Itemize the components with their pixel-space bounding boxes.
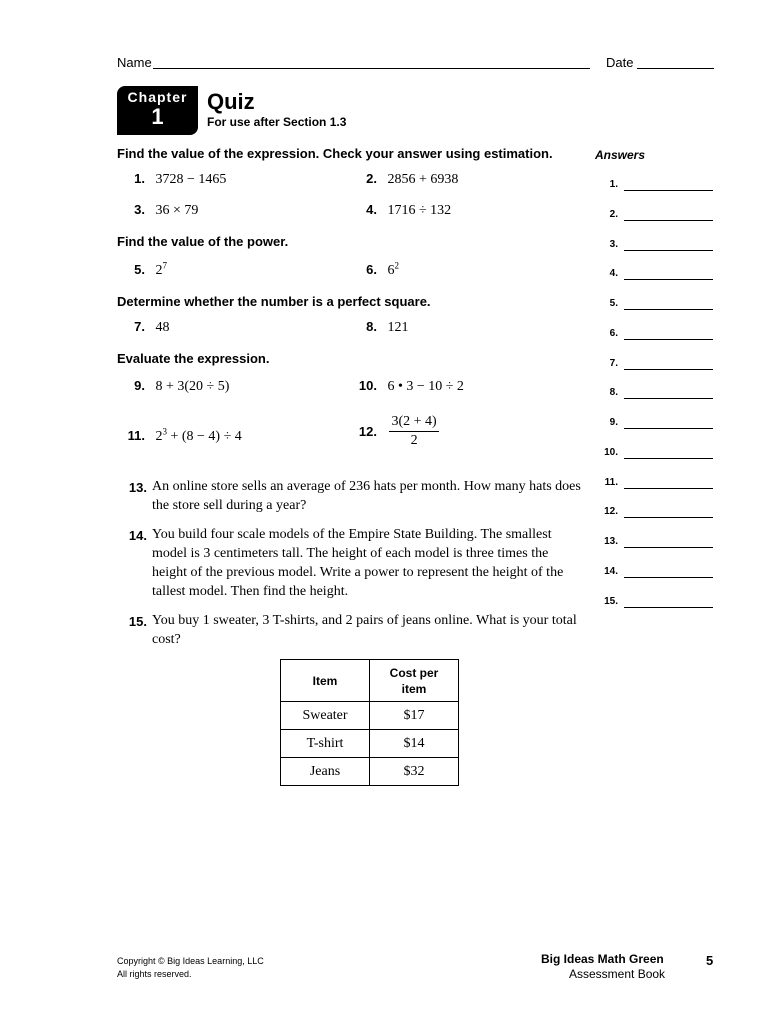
problem-8	[349, 318, 408, 336]
answer-row-5	[596, 298, 716, 312]
problem-7	[117, 318, 169, 336]
book-name: Big Ideas Math Green	[541, 952, 664, 966]
instruction-3: Determine whether the number is a perfect square.	[117, 294, 431, 309]
answer-label: 9.	[609, 417, 618, 428]
problem-number: 9.	[134, 378, 145, 393]
table-cell: Jeans	[281, 758, 370, 786]
table-row	[281, 758, 459, 786]
instruction-4: Evaluate the expression.	[117, 351, 270, 366]
problem-expression: 8 + 3(20 ÷ 5)	[155, 379, 230, 394]
answer-row-10	[596, 447, 716, 461]
problem-4	[349, 201, 451, 219]
problem-number: 10.	[358, 378, 377, 393]
answer-blank[interactable]	[624, 369, 713, 370]
answer-label: 13.	[604, 536, 618, 547]
problem-text: An online store sells an average of 236 hats per month. How many hats does the store sell during a year?	[152, 479, 581, 513]
table-cell: $17	[370, 702, 459, 730]
copyright	[117, 955, 264, 981]
table-cell: T-shirt	[281, 730, 370, 758]
answer-label: 3.	[609, 239, 618, 250]
instruction-2: Find the value of the power.	[117, 234, 289, 249]
answer-label: 5.	[609, 298, 618, 309]
answer-blank[interactable]	[624, 279, 713, 280]
power-base: 6	[387, 262, 395, 278]
answer-row-2	[596, 209, 716, 223]
problem-text: You buy 1 sweater, 3 T-shirts, and 2 pairs of jeans online. What is your total cost?	[152, 613, 577, 647]
answer-blank[interactable]	[624, 309, 713, 310]
answer-row-15	[596, 596, 716, 610]
answer-label: 10.	[604, 447, 618, 458]
word-problem-14	[117, 525, 587, 603]
problem-9	[117, 377, 229, 395]
date-field[interactable]	[637, 68, 714, 69]
problem-number: 5.	[134, 261, 145, 277]
answer-blank[interactable]	[624, 190, 713, 191]
page-subtitle: For use after Section 1.3	[207, 115, 347, 129]
table-cell: $14	[370, 730, 459, 758]
answer-blank[interactable]	[624, 428, 713, 429]
problem-2	[349, 170, 458, 188]
answer-blank[interactable]	[624, 458, 713, 459]
power-exponent: 7	[162, 260, 167, 270]
problem-number: 13.	[128, 480, 147, 495]
problem-number: 14.	[128, 528, 147, 543]
answer-label: 6.	[609, 328, 618, 339]
answer-blank[interactable]	[624, 517, 713, 518]
answer-row-9	[596, 417, 716, 431]
power-exponent: 2	[394, 260, 399, 270]
copyright-line: Copyright © Big Ideas Learning, LLC	[117, 956, 264, 966]
problem-number: 12.	[358, 424, 377, 439]
name-label: Name	[117, 55, 152, 70]
answer-label: 14.	[604, 566, 618, 577]
problem-number: 6.	[366, 261, 377, 277]
problem-expression: 2856 + 6938	[387, 172, 459, 187]
answer-blank[interactable]	[624, 547, 713, 548]
problem-number: 8.	[366, 319, 377, 334]
problem-number: 11.	[127, 427, 145, 443]
problem-12	[349, 414, 439, 449]
answers-title: Answers	[595, 148, 646, 162]
problem-number: 4.	[366, 202, 377, 217]
answer-label: 15.	[604, 596, 618, 607]
answer-row-14	[596, 566, 716, 580]
answer-blank[interactable]	[624, 339, 713, 340]
chapter-badge	[117, 86, 198, 135]
chapter-word: Chapter	[127, 89, 188, 105]
problem-expression: 3728 − 1465	[155, 172, 227, 187]
power-base: 2	[155, 428, 163, 444]
problem-text: You build four scale models of the Empire State Building. The smallest model is 3 centimeters tall. The height of each model is three times the height of the previous model. Write a power to represent the height of the tallest model. Then find the height.	[152, 527, 564, 599]
answer-blank[interactable]	[624, 577, 713, 578]
answer-label: 11.	[604, 477, 618, 488]
answer-row-6	[596, 328, 716, 342]
answer-row-12	[596, 506, 716, 520]
answer-row-13	[596, 536, 716, 550]
book-subtitle: Assessment Book	[569, 967, 666, 981]
table-header: Cost per item	[370, 660, 459, 702]
answer-row-4	[596, 268, 716, 282]
answer-row-1	[596, 179, 716, 193]
problem-11	[117, 426, 242, 445]
word-problem-13	[117, 477, 587, 517]
name-field[interactable]	[153, 68, 590, 69]
table-header: Item	[281, 660, 370, 702]
problem-5	[117, 260, 167, 279]
answer-row-3	[596, 239, 716, 253]
copyright-line: All rights reserved.	[117, 969, 192, 979]
answer-row-8	[596, 387, 716, 401]
problem-number: 3.	[134, 202, 145, 217]
table-cell: Sweater	[281, 702, 370, 730]
problem-10	[349, 377, 464, 395]
answer-label: 12.	[604, 506, 618, 517]
problem-number: 2.	[366, 171, 377, 186]
cost-table	[280, 659, 459, 786]
table-row	[281, 702, 459, 730]
answer-blank[interactable]	[624, 488, 713, 489]
answer-blank[interactable]	[624, 398, 713, 399]
table-cell: $32	[370, 758, 459, 786]
page-number: 5	[706, 953, 714, 968]
answer-label: 7.	[609, 358, 618, 369]
answer-blank[interactable]	[624, 250, 713, 251]
answer-label: 4.	[609, 268, 618, 279]
date-label: Date	[606, 55, 634, 70]
problem-1	[117, 170, 226, 188]
word-problem-15	[117, 611, 587, 651]
answer-blank[interactable]	[624, 607, 713, 608]
answer-row-11	[596, 477, 716, 491]
chapter-number: 1	[151, 104, 164, 129]
answer-label: 1.	[609, 179, 618, 190]
fraction-denominator: 2	[410, 433, 418, 448]
problem-expression: 36 × 79	[155, 203, 199, 218]
page-title: Quiz	[207, 89, 255, 114]
answer-label: 2.	[609, 209, 618, 220]
answer-blank[interactable]	[624, 220, 713, 221]
problem-6	[349, 260, 399, 279]
table-header-row	[281, 660, 459, 702]
power-exponent: 3	[162, 426, 167, 436]
problem-expression: 121	[387, 320, 409, 335]
problem-number: 7.	[134, 319, 145, 334]
fraction-numerator: 3(2 + 4)	[389, 414, 438, 432]
problem-number: 15.	[128, 614, 147, 629]
problem-expression: 6 • 3 − 10 ÷ 2	[387, 379, 464, 394]
problem-3	[117, 201, 198, 219]
answer-label: 8.	[609, 387, 618, 398]
problem-number: 1.	[134, 171, 145, 186]
fraction	[389, 414, 438, 449]
instruction-1: Find the value of the expression. Check your answer using estimation.	[117, 146, 553, 161]
problem-expression: 48	[155, 320, 170, 335]
table-row	[281, 730, 459, 758]
problem-expression: 1716 ÷ 132	[387, 203, 452, 218]
power-base: 2	[155, 262, 163, 278]
answer-row-7	[596, 358, 716, 372]
problem-expression: + (8 − 4) ÷ 4	[166, 428, 242, 444]
